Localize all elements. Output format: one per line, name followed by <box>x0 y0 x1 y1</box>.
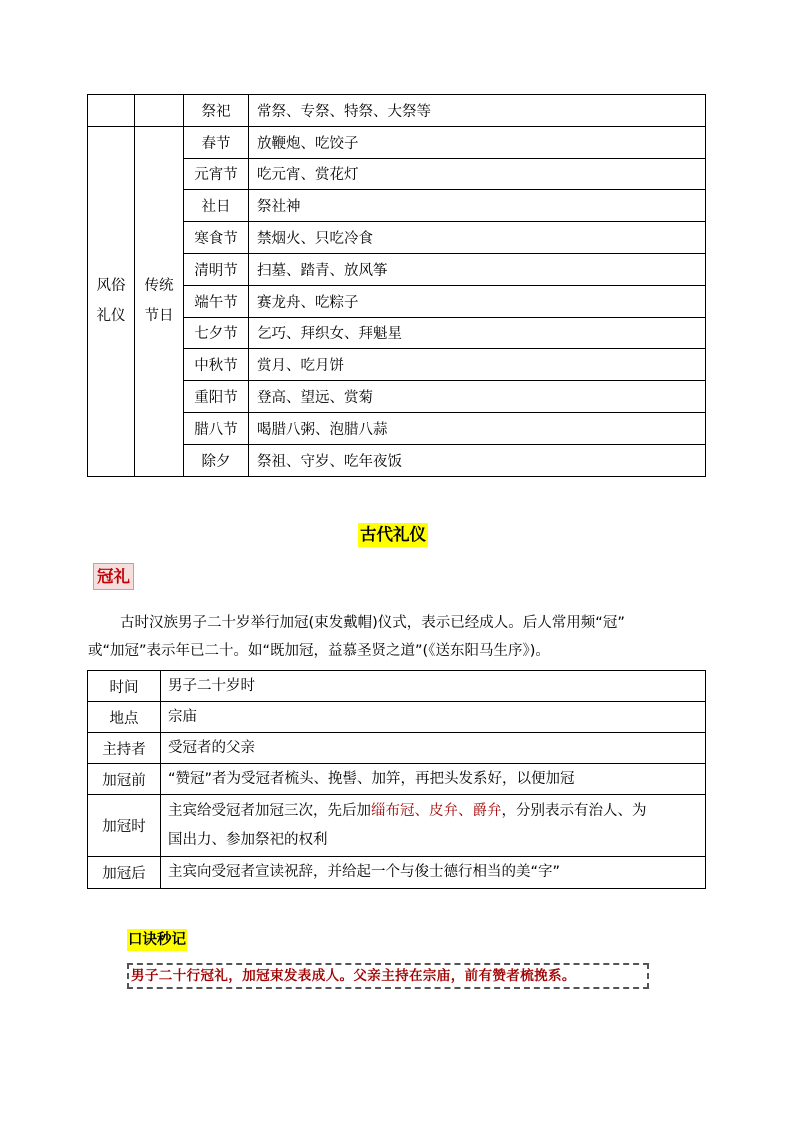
subcategory-cell <box>135 126 184 476</box>
table-row <box>88 126 706 158</box>
row-value: 宗庙 <box>161 702 706 733</box>
memo-text: 男子二十行冠礼，加冠束发表成人。父亲主持在宗庙，前有赞者梳挽系。 <box>127 963 649 989</box>
table-row <box>88 733 706 764</box>
text-segment: 主宾给受冠者加冠三次，先后加 <box>168 802 371 819</box>
festival-desc: 禁烟火、只吃冷食 <box>249 222 706 254</box>
row-name: 祭祀 <box>184 95 249 127</box>
festival-desc: 登高、望远、赏菊 <box>249 381 706 413</box>
table-row <box>88 95 706 127</box>
festival-desc: 扫墓、踏青、放风筝 <box>249 253 706 285</box>
row-key: 加冠时 <box>88 795 161 857</box>
festival-name: 寒食节 <box>184 222 249 254</box>
category-line: 风俗 <box>96 278 126 295</box>
row-value <box>161 795 706 857</box>
category-line: 礼仪 <box>96 308 126 325</box>
row-desc: 常祭、专祭、特祭、大祭等 <box>249 95 706 127</box>
capping-ceremony-table <box>87 670 706 889</box>
subcategory-line: 传统 <box>144 278 174 295</box>
table-row <box>88 702 706 733</box>
festival-desc: 喝腊八粥、泡腊八蒜 <box>249 412 706 444</box>
crown-item: 爵弁 <box>472 802 502 819</box>
festival-desc: 赛龙舟、吃粽子 <box>249 285 706 317</box>
subcategory-line: 节日 <box>144 308 174 325</box>
festival-name: 春节 <box>184 126 249 158</box>
text-segment: ，分别表示有治人、为 <box>501 802 647 819</box>
festival-name: 社日 <box>184 190 249 222</box>
table-row <box>88 795 706 857</box>
row-key: 时间 <box>88 671 161 702</box>
row-value: 受冠者的父亲 <box>161 733 706 764</box>
row-key: 加冠后 <box>88 857 161 889</box>
festival-name: 重阳节 <box>184 381 249 413</box>
paragraph-line: 或“加冠”表示年已二十。如“既加冠，益慕圣贤之道”(《送东阳马生序》)。 <box>88 643 550 659</box>
table-row <box>88 671 706 702</box>
row-key: 加冠前 <box>88 764 161 795</box>
crown-item: 皮弁 <box>429 802 458 819</box>
festival-desc: 赏月、吃月饼 <box>249 349 706 381</box>
festival-name: 中秋节 <box>184 349 249 381</box>
festival-desc: 吃元宵、赏花灯 <box>249 158 706 190</box>
row-value: “赞冠”者为受冠者梳头、挽髻、加笄，再把头发系好，以便加冠 <box>161 764 706 795</box>
separator: 、 <box>414 802 429 819</box>
festival-desc: 乞巧、拜织女、拜魁星 <box>249 317 706 349</box>
festival-desc: 祭祖、守岁、吃年夜饭 <box>249 444 706 476</box>
festival-name: 端午节 <box>184 285 249 317</box>
row-key: 地点 <box>88 702 161 733</box>
intro-paragraph <box>88 609 708 665</box>
festival-name: 元宵节 <box>184 158 249 190</box>
row-value: 主宾向受冠者宣读祝辞，并给起一个与俊士德行相当的美“字” <box>161 857 706 889</box>
memo-label: 口诀秒记 <box>127 929 187 951</box>
row-key: 主持者 <box>88 733 161 764</box>
paragraph-line: 古时汉族男子二十岁举行加冠(束发戴帽)仪式，表示已经成人。后人常用频“冠” <box>120 615 625 631</box>
category-cell <box>88 126 135 476</box>
table-row <box>88 764 706 795</box>
festival-table <box>87 94 706 477</box>
table-row <box>88 857 706 889</box>
festival-name: 清明节 <box>184 253 249 285</box>
festival-name: 除夕 <box>184 444 249 476</box>
row-value: 男子二十岁时 <box>161 671 706 702</box>
separator: 、 <box>458 802 473 819</box>
festival-desc: 放鞭炮、吃饺子 <box>249 126 706 158</box>
festival-name: 七夕节 <box>184 317 249 349</box>
festival-desc: 祭社神 <box>249 190 706 222</box>
section-title: 古代礼仪 <box>358 523 428 547</box>
crown-item: 缁布冠 <box>371 802 415 819</box>
topic-tag: 冠礼 <box>93 563 134 590</box>
text-segment: 国出力、参加祭祀的权利 <box>168 831 328 848</box>
festival-name: 腊八节 <box>184 412 249 444</box>
